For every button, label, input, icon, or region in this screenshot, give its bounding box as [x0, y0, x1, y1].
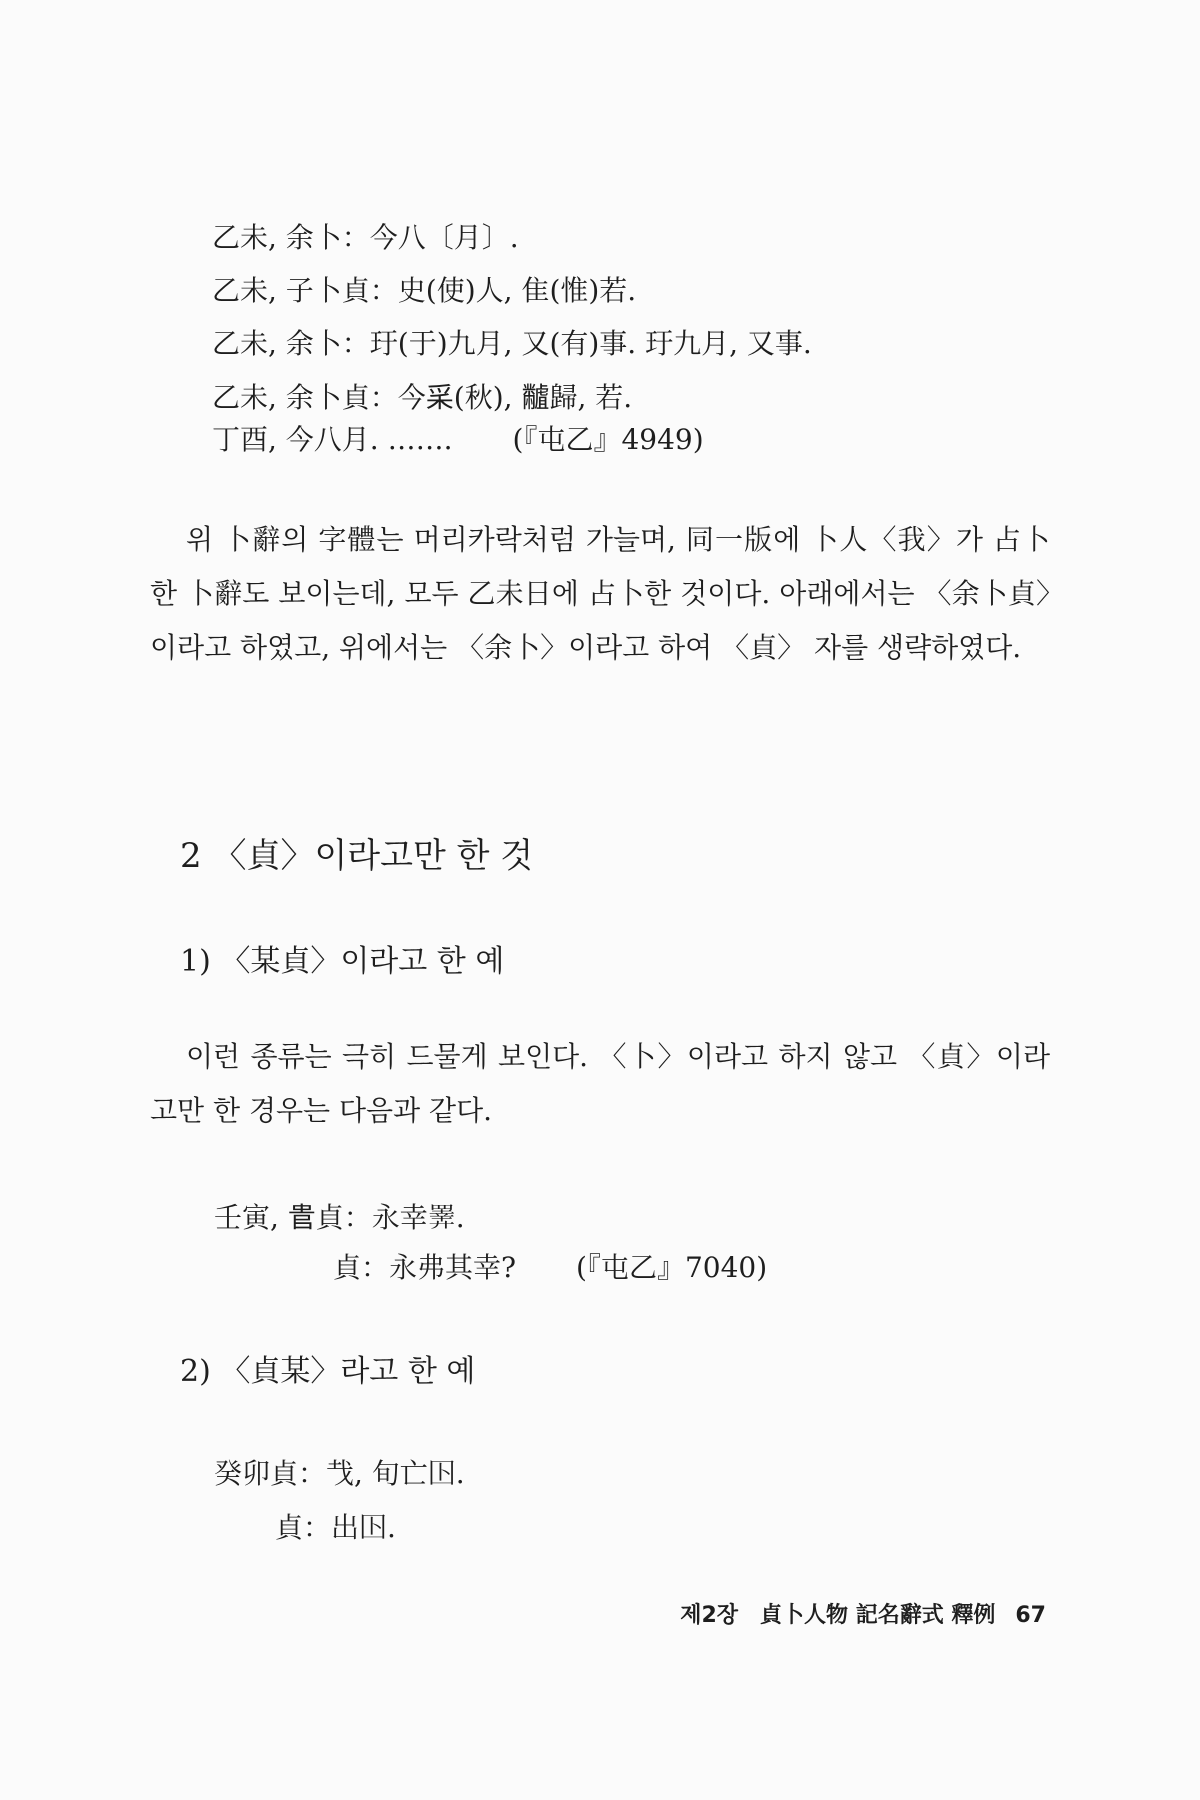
- quote-source: (『屯乙』4949): [512, 423, 704, 456]
- example-2-line-1: 癸卯貞：𢦏, 旬亡𡆥.: [214, 1457, 465, 1490]
- example-1-source: (『屯乙』7040): [576, 1251, 768, 1284]
- quote-line-5: [212, 422, 704, 458]
- paragraph-2: 이런 종류는 극히 드물게 보인다. 〈卜〉이라고 하지 않고 〈貞〉이라고만 한 경우는 다음과 같다.: [150, 1040, 1050, 1127]
- subsection-2-title: 2) 〈貞某〉라고 한 예: [180, 1354, 476, 1389]
- quote-line-4: 乙未, 余卜貞：今𥝩(秋), 𪓐歸, 若.: [212, 381, 633, 414]
- subsection-1-title: 1) 〈某貞〉이라고 한 예: [180, 944, 505, 979]
- quote-line-3: 乙未, 余卜：玗(于)九月, 又(有)事. 玗九月, 又事.: [212, 327, 812, 360]
- paragraph-1: 위 卜辭의 字體는 머리카락처럼 가늘며, 同一版에 卜人〈我〉가 占卜한 卜辭도 보이는데, 모두 乙未日에 占卜한 것이다. 아래에서는 〈余卜貞〉이라고 하였고, 위에서는 〈余卜〉이라고 하여 〈貞〉 자를 생략하였다.: [150, 523, 1050, 664]
- example-2-line-2: 貞：出𡆥.: [275, 1511, 396, 1544]
- example-1-line-2-text: 貞：永弗其幸?: [333, 1251, 517, 1284]
- example-1-line-2: [333, 1250, 767, 1286]
- quote-line-1: 乙未, 余卜：今八〔月〕.: [212, 221, 519, 254]
- running-footer: [680, 1598, 1046, 1629]
- quote-line-5-text: 丁酉, 今八月. …….: [212, 423, 453, 456]
- page-number: 67: [1015, 1603, 1046, 1628]
- quote-line-2: 乙未, 子卜貞：史(使)人, 隹(惟)若.: [212, 274, 637, 307]
- example-1-line-1: 壬寅, 𠳋貞：永幸𢍰.: [214, 1201, 465, 1234]
- footer-chapter: 제2장 貞卜人物 記名辭式 釋例: [680, 1603, 996, 1628]
- section-title: 2 〈貞〉이라고만 한 것: [180, 836, 534, 876]
